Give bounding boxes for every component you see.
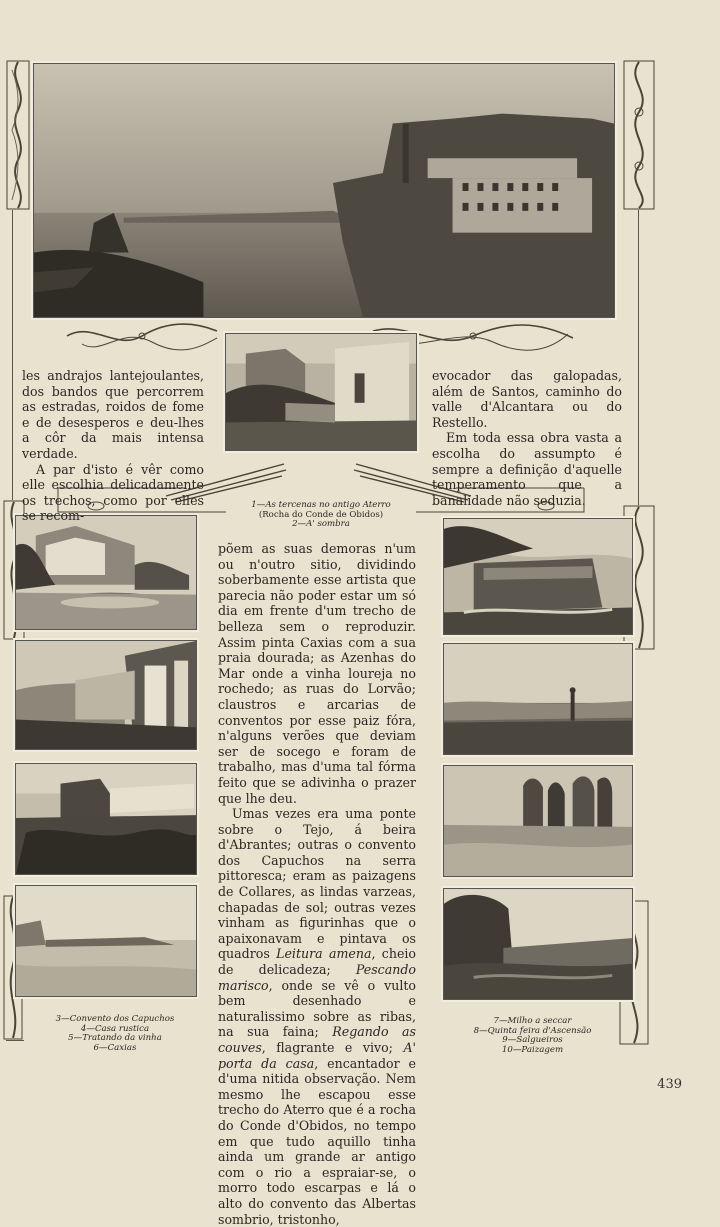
caption-center xyxy=(228,501,414,530)
body-text-center xyxy=(218,541,416,1227)
paragraph: les andrajos lantejoulantes, dos bandos que percorrem as estradas, roidos de fome e de desesperos e deu-lhes a côr da mais intensa verdade. xyxy=(22,368,204,461)
caption-line: 6—Caxias xyxy=(93,1042,137,1053)
paragraph: evocador das galopadas, além de Santos, caminho do valle d'Alcantara ou do Restello. xyxy=(432,368,622,430)
paragraph: A par d'isto é vêr como elle escolhia delicadamente os trechos, como por elles se recom- xyxy=(22,461,204,524)
plate-4-casa-rustica xyxy=(15,640,197,750)
plate-9-salgueiros xyxy=(443,765,633,877)
plate-1-tercenas-aterro xyxy=(33,63,615,318)
swirl-ornament-left xyxy=(62,316,222,358)
caption-right xyxy=(440,1017,625,1055)
caption-line: (Rocha do Conde de Obidos) xyxy=(258,509,384,520)
text-right-top xyxy=(432,368,622,508)
page-number: 439 xyxy=(657,1077,682,1092)
text-left-top xyxy=(22,368,204,524)
plate-10-paizagem xyxy=(443,888,633,1000)
caption-line: 8—Quinta feira d'Ascensão xyxy=(473,1025,592,1036)
caption-line: 1—As tercenas no antigo Aterro xyxy=(251,500,391,510)
plate-6-caxias xyxy=(15,885,197,997)
paragraph: põem as suas demoras n'um ou n'outro sitio, dividindo soberbamente esse artista que parecia não poder estar um só dia em frente d'um trecho de belleza sem o reproduzir. Assim pinta Caxias com a sua praia dourada; as Azenhas do Mar onde a vinha loureja no rochedo; as ruas do Lorvão; claustros e arcarias de conventos por esse paiz fóra, n'alguns verões que deviam ser de socego e foram de trabalho, mas d'uma tal fórma feito que se adivinha o prazer que lhe deu. xyxy=(218,541,416,806)
caption-left xyxy=(30,1015,200,1053)
work-title: Leitura amena xyxy=(276,946,372,962)
frame-line-bottom-left xyxy=(6,1040,24,1041)
plate-5-tratando-da-vinha xyxy=(15,763,197,875)
text-run: , encantador e d'uma nitida observação. Nem mesmo lhe escapou esse trecho do Aterro que é a rocha do Conde d'Obidos, no tempo em que tudo aquillo tinha ainda um grande ar antigo com o rio a espraiar-se, o morro todo escarpas e lá o alto do convento das Albertas sombrio, tristonho, xyxy=(218,1055,416,1227)
work-title: Regando as couves xyxy=(218,1024,416,1055)
caption-line: 9—Salgueiros xyxy=(502,1035,563,1046)
caption-line: 7—Milho a seccar xyxy=(493,1016,572,1026)
text-run: , flagrante e vivo; xyxy=(261,1040,404,1055)
work-title: A' porta da casa xyxy=(218,1040,416,1071)
plate-8-quinta-feira-ascensao xyxy=(443,643,633,755)
caption-line: 3—Convento dos Capuchos xyxy=(55,1014,175,1024)
left-scroll-ornament-top xyxy=(6,60,30,210)
caption-line: 4—Casa rustica xyxy=(80,1023,150,1034)
paragraph xyxy=(218,806,416,1227)
plate-3-convento-capuchos xyxy=(15,515,197,630)
frame-line-left xyxy=(12,210,13,500)
text-run: Umas vezes era uma ponte sobre o Tejo, á beira d'Abrantes; outras o convento dos Capuchos na serra pittoresca; eram as paizagens de Collares, as lindas varzeas, chapadas de sol; outras vezes vinham as figurinhas que o apaixonavam e pintava os quadros xyxy=(218,806,416,962)
plate-2-a-sombra xyxy=(225,333,417,451)
caption-line: 10—Paizagem xyxy=(501,1044,564,1055)
text-run: , cheio de delicadeza; xyxy=(218,946,417,978)
paragraph: Em toda essa obra vasta a escolha do assumpto é sempre a definição d'aquelle temperamento que a banalidade não seduzia. xyxy=(432,430,622,508)
text-run: , onde se vê o vulto bem desenhado e naturalissimo sobre as ribas, na sua faina; xyxy=(218,977,416,1040)
work-title: Pescando marisco xyxy=(218,962,416,993)
frame-line-right xyxy=(638,210,639,505)
caption-line: 2—A' sombra xyxy=(292,519,350,530)
right-scroll-ornament-top xyxy=(622,60,656,210)
plate-7-milho-a-seccar xyxy=(443,518,633,635)
caption-line: 5—Tratando da vinha xyxy=(68,1033,162,1044)
